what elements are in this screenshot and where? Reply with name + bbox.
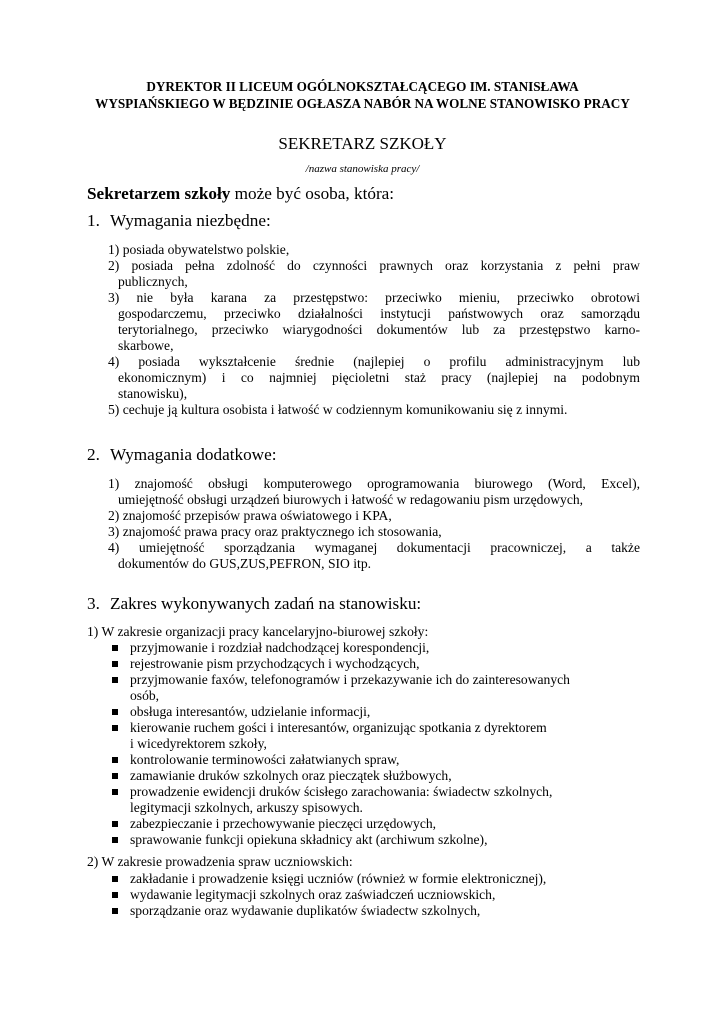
position-title: SEKRETARZ SZKOŁY [278, 134, 447, 153]
list-item: wydawanie legitymacji szkolnych oraz zaświadczeń uczniowskich, [110, 887, 630, 903]
intro-rest: może być osoba, która: [230, 184, 395, 203]
list-item: sporządzanie oraz wydawanie duplikatów świadectw szkolnych, [110, 903, 630, 919]
section-3-group-2-label: 2) W zakresie prowadzenia spraw uczniowskich: [87, 854, 353, 869]
section-3-group-1-list [110, 640, 630, 848]
list-item: sprawowanie funkcji opiekuna składnicy akt (archiwum szkolne), [110, 832, 630, 848]
section-1-list [108, 242, 640, 418]
list-item: kontrolowanie terminowości załatwianych spraw, [110, 752, 630, 768]
list-item: przyjmowanie i rozdział nadchodzącej korespondencji, [110, 640, 630, 656]
list-item: 3) nie była karana za przestępstwo: przeciwko mieniu, przeciwko obrotowi gospodarczemu, przeciwko działalności instytucji państwowych oraz samorządu terytorialnego, przeciwko wiarygodności dokumentów lub za przestępstwo karno- skarbowe, [108, 290, 640, 353]
list-item: 2) znajomość przepisów prawa oświatowego i KPA, [108, 508, 392, 523]
list-item: 3) znajomość prawa pracy oraz praktycznego ich stosowania, [108, 524, 442, 539]
intro-sentence [87, 184, 394, 204]
header-line-1: DYREKTOR II LICEUM OGÓLNOKSZTAŁCĄCEGO IM. STANISŁAWA [146, 79, 579, 94]
position-subtitle: /nazwa stanowiska pracy/ [305, 163, 420, 175]
list-item: przyjmowanie faxów, telefonogramów i przekazywanie ich do zainteresowanych osób, [110, 672, 630, 704]
list-item: 4) posiada wykształcenie średnie (najlepiej o profilu administracyjnym lub ekonomicznym) i co najmniej pięcioletni staż pracy (najlepiej na podobnym stanowisku), [108, 354, 640, 401]
list-item: zabezpieczanie i przechowywanie pieczęci urzędowych, [110, 816, 630, 832]
list-item: prowadzenie ewidencji druków ścisłego zarachowania: świadectw szkolnych, legitymacji szkolnych, arkuszy spisowych. [110, 784, 630, 816]
list-item: zakładanie i prowadzenie księgi uczniów (również w formie elektronicznej), [110, 871, 630, 887]
list-item: 1) znajomość obsługi komputerowego oprogramowania biurowego (Word, Excel), umiejętność obsługi urządzeń biurowych i łatwość w redagowaniu pism urzędowych, [108, 476, 640, 507]
section-3-heading: 3. Zakres wykonywanych zadań na stanowisku: [87, 594, 422, 613]
list-item: 4) umiejętność sporządzania wymaganej dokumentacji pracowniczej, a także dokumentów do GUS,ZUS,PEFRON, SIO itp. [108, 540, 640, 571]
section-3-group-1-label: 1) W zakresie organizacji pracy kancelaryjno-biurowej szkoły: [87, 624, 429, 639]
section-2-list [108, 476, 640, 572]
list-item: 5) cechuje ją kultura osobista i łatwość w codziennym komunikowaniu się z innymi. [108, 402, 568, 417]
list-item: zamawianie druków szkolnych oraz pieczątek służbowych, [110, 768, 630, 784]
intro-bold: Sekretarzem szkoły [87, 184, 231, 203]
section-2-heading: 2. Wymagania dodatkowe: [87, 445, 277, 464]
document-header [80, 78, 645, 112]
header-line-2: WYSPIAŃSKIEGO W BĘDZINIE OGŁASZA NABÓR NA WOLNE STANOWISKO PRACY [95, 96, 630, 111]
list-item: 2) posiada pełna zdolność do czynności prawnych oraz korzystania z pełni praw publicznych, [108, 258, 640, 289]
list-item: 1) posiada obywatelstwo polskie, [108, 242, 290, 257]
section-3-group-2-list [110, 871, 630, 919]
list-item: kierowanie ruchem gości i interesantów, organizując spotkania z dyrektorem i wicedyrektorem szkoły, [110, 720, 630, 752]
section-1-heading: 1. Wymagania niezbędne: [87, 211, 271, 230]
list-item: rejestrowanie pism przychodzących i wychodzących, [110, 656, 630, 672]
list-item: obsługa interesantów, udzielanie informacji, [110, 704, 630, 720]
